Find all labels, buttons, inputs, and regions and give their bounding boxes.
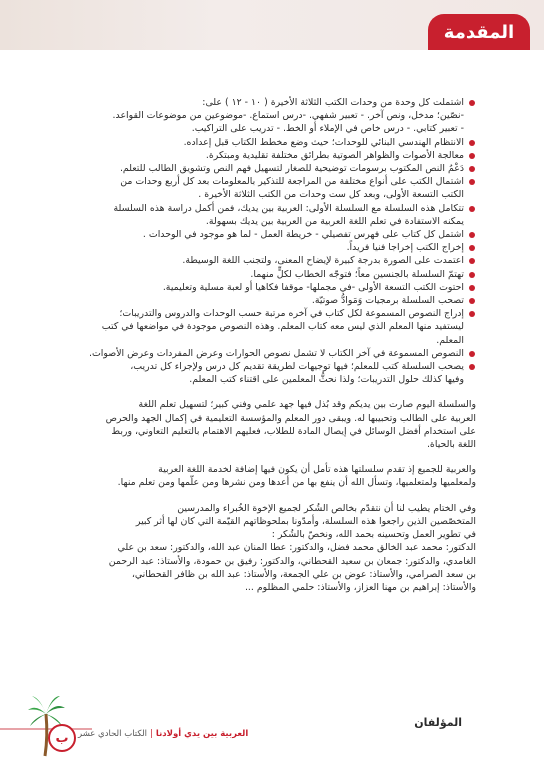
footer-caption — [78, 729, 248, 739]
body-paragraph — [66, 398, 476, 451]
bullet-text-line: النصوص المسموعة في آخر الكتاب لا تشمل نصوص الحوارات وعرض المفردات وعرض الأصوات. — [89, 347, 464, 359]
body-paragraph — [66, 502, 476, 594]
footer-separator: | — [150, 729, 153, 739]
paragraph-text-line: والأستاذ: إبراهيم بن مهنا العزاز، والأستاذ: حلمي المظلوم ... — [244, 581, 476, 593]
page-content — [66, 96, 476, 594]
bullet-text-line: معالجة الأصوات والظواهر الصوتية بطرائق مختلفة تقليدية ومبتكرة. — [205, 149, 464, 161]
bullet-text-line: إخراج الكتب إخراجا فنيا فريداً. — [346, 242, 464, 254]
bullet-item — [66, 136, 476, 149]
bullet-text-line: - تعبير كتابي. - درس خاص في الإملاء أو الخط. - تدريب على التراكيب. — [191, 123, 464, 135]
bullet-text-line: المعلم. — [436, 334, 464, 346]
series-name: العربية بين يدي أولادنا — [155, 729, 249, 739]
book-name: الكتاب الحادي عشر — [78, 729, 148, 739]
bullet-text-line: تهتمّ السلسلة بالجنسين معاً؛ فتوجّه الخطاب لكلٍّ منهما. — [250, 268, 464, 280]
paragraph-text-line: المتخصّصين الذين راجعوا هذه السلسلة، وأمدّونا بملحوظاتهم القيّمة التي كان لها أثر كبير — [135, 515, 476, 527]
page-title: المقدمة — [428, 14, 530, 50]
paragraph-text-line: العربية على الطالب وتحبيبها له. ويبقى دور المعلم والمؤسسة التعليمية في إكمال الجهد والحرص — [105, 412, 476, 424]
bullet-text-line: احتوت الكتب التسعة الأولى -في مجملها- موقفا فكاهيا أو لعبة مسلية وتعليمية. — [162, 281, 464, 293]
bullet-text-line: يصحب السلسلة كتب للمعلم؛ فيها توجيهات لطريقة تقديم كل درس ولإجراء كل تدريب، — [130, 361, 464, 373]
body-paragraph — [66, 463, 476, 489]
bullet-item — [66, 175, 476, 201]
paragraph-text-line: اللغة بالحياة. — [426, 439, 476, 451]
bullet-item — [66, 294, 476, 307]
bullet-item — [66, 241, 476, 254]
paragraph-text-line: والعربية للجميع إذ تقدم سلسلتها هذه تأمل أن يكون فيها إضافة لخدمة اللغة العربية — [158, 464, 476, 476]
bullet-text-line: دَعْمُ النص المكتوب برسومات توضيحية للصغار لتسهيل فهم النص وتشويق الطالب للتعلم. — [119, 163, 464, 175]
page-number-badge: ب — [48, 724, 76, 752]
paragraph-text-line: بن سعد الصرامي، والأستاذ: عوض بن علي الجمعة، والأستاذ: عبد الله بن ظافر القحطاني، — [131, 568, 476, 580]
bullet-item — [66, 202, 476, 228]
bullet-text-line: يمكنه الاستفادة في تعلم اللغة العربية من العربية بين يديك بسهولة. — [205, 215, 464, 227]
bullet-text-line: اشتمال الكتب على أنواع مختلفة من المراجعة للتذكير بالمعلومات بعد كل أربع وحدات من — [120, 176, 464, 188]
bullet-text-line: ليستفيد منها المعلم الذي ليس معه كتاب المعلم. وهذه النصوص موجودة في مواضعها في كتب — [101, 321, 464, 333]
paragraph-text-line: على استخدام أفضل الوسائل في إيصال المادة للطلاب، فعليهم الاهتمام بالتعليم التعاوني، وربط — [111, 425, 476, 437]
bullet-item — [66, 228, 476, 241]
bullet-text-line: الكتب التسعة الأولى، وبعد كل ست وحدات من الكتب الثلاثة الأخيرة . — [198, 189, 464, 201]
bullet-text-line: تصحب السلسلة برمجيات وَمَوادُّ صوتيّة. — [311, 295, 464, 307]
bullet-text-line: -نصّين؛ مدخل، ونص آخر. - تعبير شفهي. -درس استماع. -موضوعين من موضوعات القواعد. — [112, 110, 464, 122]
paragraph-text-line: في تطوير العمل وتحسينه بحمد الله، ونخصّ بالشُكر : — [271, 529, 476, 541]
bullet-item — [66, 149, 476, 162]
bullet-text-line: اعتمدت على الصورة بدرجة كبيرة لإيضاح المعنى، ولتجنب اللغة الوسيطة. — [182, 255, 464, 267]
paragraph-text-line: الدكتور: محمد عبد الخالق محمد فضل، والدكتور: عطا المنان عبد الله، والدكتور: سعد بن علي — [117, 542, 476, 554]
bullet-item — [66, 162, 476, 175]
bullet-text-line: اشتمل كل كتاب على فهرس تفصيلي - خريطة العمل - لما هو موجود في الوحدات . — [142, 229, 464, 241]
bullet-item — [66, 281, 476, 294]
bullet-item — [66, 307, 476, 347]
feature-list — [66, 96, 476, 386]
bullet-text-line: الانتظام الهندسي البنائي للوحدات؛ حيث وضع مخطط الكتاب قبل إعداده. — [183, 136, 464, 148]
closing-paragraphs — [66, 398, 476, 594]
bullet-text-line: إدراج النصوص المسموعة لكل كتاب في آخره مرتبة حسب الوحدات والدروس والتدريبات؛ — [119, 308, 464, 320]
bullet-text-line: اشتملت كل وحدة من وحدات الكتب الثلاثة الأخيرة ( ١٠ - ١٢ ) على: — [202, 97, 464, 108]
paragraph-text-line: ولمعلميها ولمتعلميها، وتسأل الله أن ينفع بها من أعدها ومن نشرها ومن علّمها ومن تعلم منها. — [117, 477, 476, 489]
paragraph-text-line: الغامدي، والدكتور: جمعان بن سعيد القحطاني، والدكتور: رفيق بن حمودة، والأستاذ: عبد الرحمن — [108, 555, 476, 567]
bullet-item — [66, 268, 476, 281]
bullet-item — [66, 360, 476, 386]
bullet-item — [66, 347, 476, 360]
bullet-text-line: تتكامل هذه السلسلة مع السلسلة الأولى: العربية بين يديك، فمن أكمل دراسة هذه السلسلة — [113, 202, 464, 214]
bullet-text-line: وفيها كذلك حلول التدريبات؛ ولذا نحثُّ المعلمين على اقتناء كتب المعلم. — [189, 374, 464, 386]
paragraph-text-line: وفي الختام يطيب لنا أن نتقدّم بخالص الشُكر لجميع الإخوة الخُبراء والمدرسين — [177, 502, 476, 514]
authors-signature: المؤلفان — [414, 716, 462, 729]
bullet-item — [66, 254, 476, 267]
paragraph-text-line: والسلسلة اليوم صارت بين يديكم وقد بُذل فيها جهد علمي وفني كبير؛ لتسهيل تعلم اللغة — [138, 399, 476, 411]
bullet-item — [66, 96, 476, 136]
